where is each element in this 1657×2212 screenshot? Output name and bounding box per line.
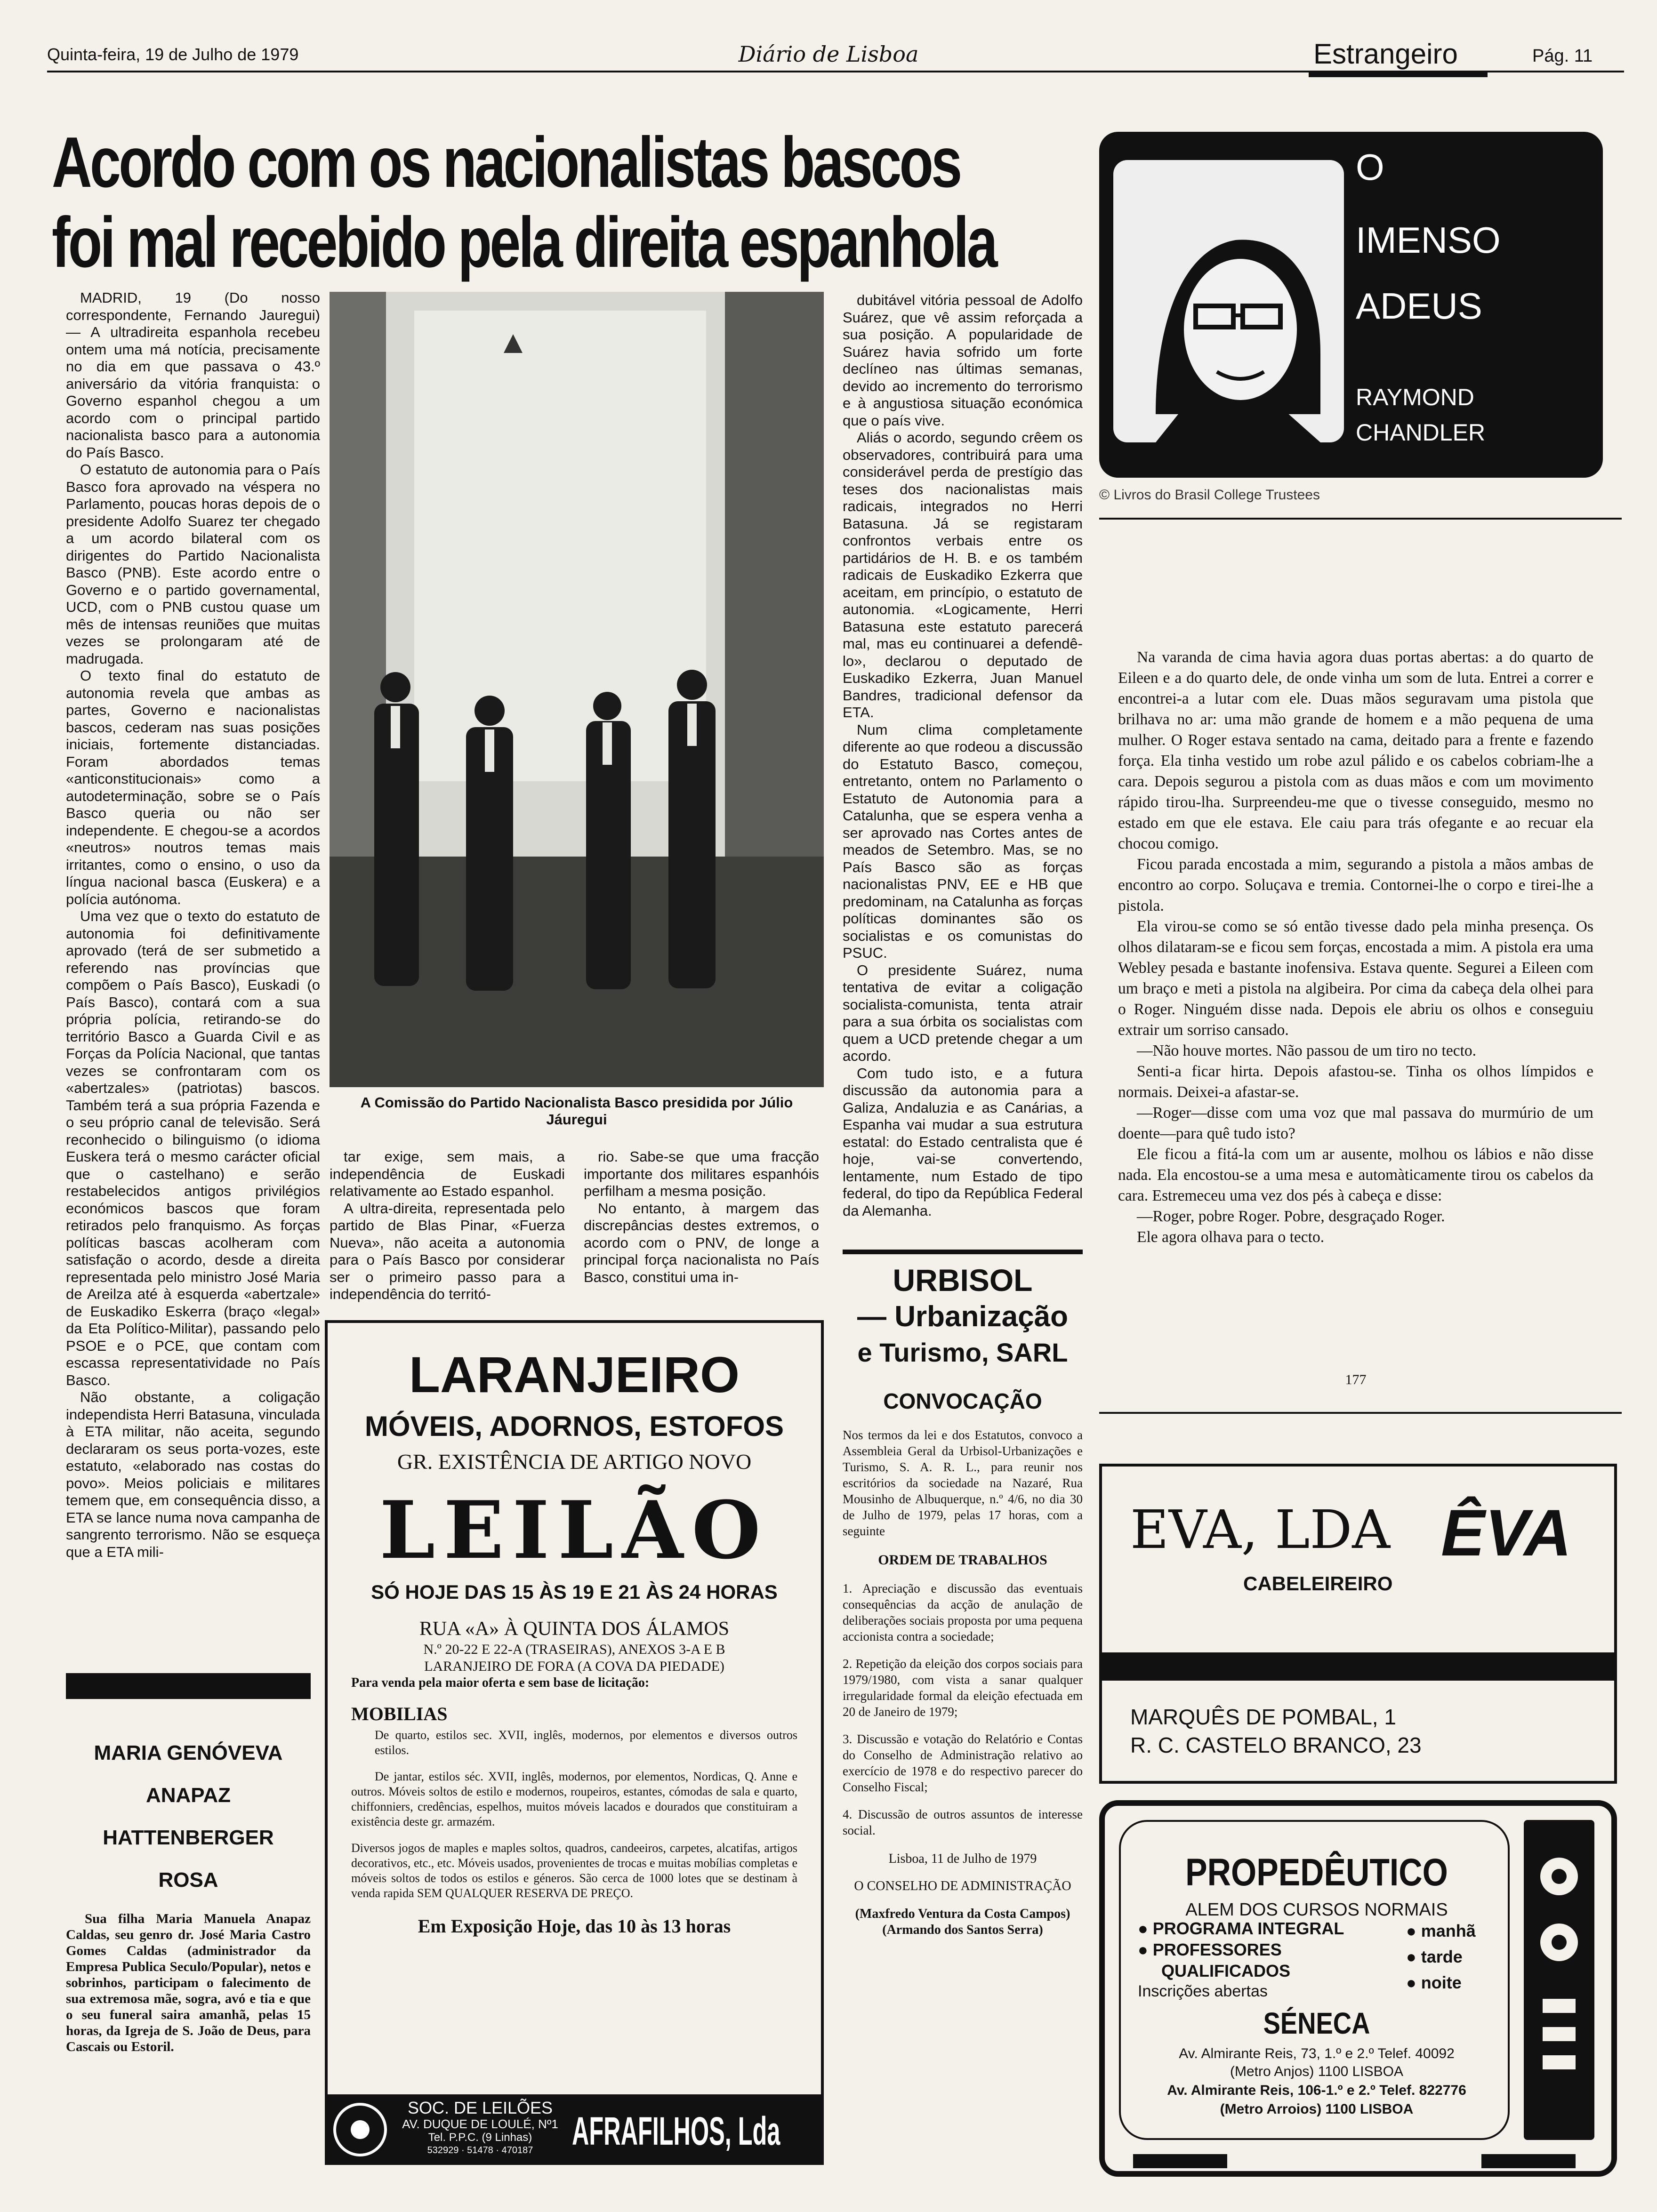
seneca-title: SÉNECA (1263, 2006, 1370, 2040)
tv-knobs-icon (1524, 1820, 1594, 2140)
book-title-3: ADEUS (1356, 285, 1482, 327)
book-publisher: © Livros do Brasil College Trustees (1099, 487, 1320, 503)
propedeutico-item: QUALIFICADOS (1161, 1961, 1290, 1980)
obituary (66, 1732, 311, 2055)
propedeutico-time: ● tarde (1406, 1947, 1463, 1966)
novel-excerpt (1118, 647, 1593, 1327)
paragraph: Ficou parada encostada a mim, segurando a pistola a mãos ambas de encontro ao corpo. Soluçava e tremia. Contornei-lhe o corpo e tirei-lhe a pistola. (1118, 856, 1593, 914)
header-date: Quinta-feira, 19 de Julho de 1979 (47, 45, 299, 64)
urbisol-notice (843, 1261, 1083, 2184)
book-author-2: CHANDLER (1356, 419, 1486, 446)
urbisol-item: 1. Apreciação e discussão das eventuais consequências da acção de anulação de deliberações sociais proposta por uma pequena accionista contra a sociedade; (843, 1581, 1083, 1643)
soc-line-3: Tel. P.P.C. (9 Linhas) (428, 2131, 532, 2144)
eva-type: CABELEIREIRO (1243, 1572, 1393, 1595)
leilao-address-2: N.º 20-22 E 22-A (TRASEIRAS), ANEXOS 3-A E B (423, 1642, 725, 1657)
tv-foot (1133, 2154, 1227, 2168)
paragraph: O presidente Suárez, numa tentativa de evitar a coligação socialista-comunista, tenta atrair para a sua órbita os socialistas com quem a UCD pretende chegar a um acordo. (843, 962, 1083, 1064)
seneca-address: (Metro Arroios) 1100 LISBOA (1220, 2101, 1414, 2117)
urbisol-date: Lisboa, 11 de Julho de 1979 (888, 1851, 1037, 1866)
propedeutico-enrollment: Inscrições abertas (1138, 1982, 1268, 2000)
urbisol-signatory: (Maxfredo Ventura da Costa Campos) (855, 1907, 1070, 1921)
urbisol-signoff: O CONSELHO DE ADMINISTRAÇÃO (854, 1879, 1071, 1893)
urbisol-signatory: (Armando dos Santos Serra) (882, 1923, 1043, 1937)
paragraph: —Roger—disse com uma voz que mal passava do murmúrio de um doente—para quê tudo isto? (1118, 1104, 1593, 1142)
section-title: Estrangeiro (1313, 38, 1458, 70)
novel-page-number: 177 (1345, 1372, 1367, 1387)
paragraph: Com tudo isto, e a futura discussão da autonomia para a Galiza, Andaluzia e as Canárias, a Espanha vai mudar a sua estrutura estatal: do Estado centralista que é hoje, vai-se convertendo, lentamente, num Estado de tipo federal, do tipo da República Federal da Alemanha. (843, 1065, 1083, 1219)
obituary-name-1: MARIA GENÓVEVA (94, 1741, 283, 1764)
eva-address-2: R. C. CASTELO BRANCO, 23 (1130, 1733, 1422, 1757)
urbisol-subtitle-1: — Urbanização (857, 1300, 1068, 1333)
leilao-address-3: LARANJEIRO DE FORA (A COVA DA PIEDADE) (424, 1659, 724, 1674)
paragraph: Uma vez que o texto do estatuto de autonomia foi definitivamente aprovado (terá de ser submetido a referendo nas províncias que compõem o País Basco), Euskadi (o País Basco), contará com a sua própria polícia, retirando-se do território Basco a Guarda Civil e as Forças da Polícia Nacional, que tantas vezes se confrontaram com os «abertzales» (patriotas) bascos. Também terá a sua própria Fazenda e o seu próprio canal de televisão. Será reconhecido o bilinguismo (o idioma Euskera terá o mesmo carácter oficial que o castelhano) e serão restabelecidos antigos privilégios económicos bascos que foram retirados pelo franquismo. As forças políticas bascas acolheram com satisfação o acordo, desde a direita representada pelo ministro José Maria de Areilza até à esquerda «abertzale» de Euskadiko Eskerra (braço «legal» da Eta Político-Militar), passando pelo PSOE e o PCE, que contam com escassa representatividade no País Basco. (66, 908, 320, 1388)
propedeutico-item: ● PROGRAMA INTEGRAL (1138, 1919, 1344, 1938)
paragraph: Na varanda de cima havia agora duas portas abertas: a do quarto de Eileen e a do quarto dele, de onde vinha um som de luta. Entrei a correr e encontrei-a a lutar com ele. Duas mãos seguravam uma pistola que brilhava no ar: uma mão grande de homem e a mão pequena de uma mulher. O Roger estava sentado na cama, deitado para a frente e fazendo força. Ela tinha vestido um robe azul pálido e os cabelos cobriam-lhe a cara. Depois segurou a pistola com as duas mãos e com um movimento rápido tirou-lha. Surpreendeu-me que o tivesse conseguido, mesmo no estado em que ele estava. Ele caiu para trás ofegante e ao recuar ela chocou comigo. (1118, 649, 1593, 852)
propedeutico-item: ● PROFESSORES (1138, 1940, 1282, 1959)
propedeutico-title: PROPEDÊUTICO (1185, 1851, 1448, 1894)
leilao-paragraph: Diversos jogos de maples e maples soltos, quadros, candeeiros, carpetes, alcatifas, artigos decorativos, etc., etc. Móveis usados, provenientes de trocas e muitas mobílias completas e móveis soltos de todos os estilos e géneros. São cerca de 1000 lotes que se destinam à venda rapida SEM QUALQUER RESERVA DE PREÇO. (351, 1841, 797, 1900)
article-column-1 (66, 289, 320, 1635)
book-author-1: RAYMOND (1356, 384, 1474, 410)
paragraph: MADRID, 19 (Do nosso correspondente, Fernando Jauregui) — A ultradireita espanhola recebeu ontem uma má notícia, precisamente no dia em que passava o 43.º aniversário da vitória franquista: o Governo espanhol chegou a um acordo com o principal partido nacionalista basco para a autonomia do País Basco. (66, 289, 320, 461)
soc-leiloes (391, 2099, 570, 2156)
paragraph: No entanto, à margem das discrepâncias destes extremos, o acordo com o PNV, de longe a principal força nacionalista no País Basco, constitui uma in- (584, 1200, 819, 1285)
article-column-3 (584, 1148, 819, 1285)
paragraph: Senti-a ficar hirta. Depois afastou-se. Tinha os olhos límpidos e normais. Deixei-a afastar-se. (1118, 1063, 1593, 1101)
propedeutico-time: ● noite (1406, 1973, 1462, 1992)
paragraph: —Roger, pobre Roger. Pobre, desgraçado Roger. (1137, 1208, 1445, 1225)
leilao-times: SÓ HOJE DAS 15 ÀS 19 E 21 ÀS 24 HORAS (371, 1581, 778, 1603)
leilao-sale-terms: Para venda pela maior oferta e sem base de licitação: (351, 1675, 650, 1690)
paragraph: Aliás o acordo, segundo crêem os observadores, contribuirá para uma considerável perda de prestígio das teses dos nacionalistas mais radicais, integrados no Herri Batasuna. Já se registaram confrontos verbais entre os partidários de H. B. e os também radicais de Euskadiko Ezkerra que aceitam, em princípio, o estatuto de autonomia. «Logicamente, Herri Batasuna este estatuto parecerá mal, mas eu continuarei a defendê-lo», declarou o deputado de Euskadiko Ezkerra, Juan Manuel Bandres, tradicional defensor da ETA. (843, 429, 1083, 721)
leilao-mobilias: MOBILIAS (351, 1703, 448, 1724)
propedeutico-time: ● manhã (1406, 1921, 1476, 1940)
paragraph: rio. Sabe-se que uma fracção importante dos militares espanhóis perfilham a mesma posição. (584, 1148, 819, 1199)
paragraph: O estatuto de autonomia para o País Basco fora aprovado na véspera no Parlamento, poucas horas depois de o presidente Adolfo Suarez ter chegado a um acordo bilateral com os dirigentes do Partido Nacionalista Basco (PNB). Este acordo entre o Governo e o partido governamental, UCD, com o PNB custou quase um mês de intensas reuniões que muitas vezes se prolongaram até de madrugada. (66, 461, 320, 667)
leilao-ad (325, 1320, 824, 2165)
seneca-address: Av. Almirante Reis, 73, 1.º e 2.º Telef. 40092 (1179, 2046, 1455, 2061)
column-rule (1099, 518, 1622, 520)
tv-foot (1481, 2154, 1576, 2168)
seneca-address: Av. Almirante Reis, 106-1.º e 2.º Telef. 822776 (1167, 2083, 1466, 2098)
eva-ad (1099, 1464, 1617, 1784)
paragraph: dubitável vitória pessoal de Adolfo Suárez, que vê assim reforçada a sua posição. A popularidade de Suárez havia sofrido um forte declíneo nas últimas semanas, devido ao incremento do terrorismo e à angustiosa situação económica que o país vive. (843, 292, 1083, 429)
header-rule-thick (1309, 71, 1488, 77)
headline-line2: foi mal recebido pela direita espanhola (52, 202, 996, 282)
soc-line-1: SOC. DE LEILÕES (407, 2098, 553, 2117)
obituary-name-2: ANAPAZ (145, 1784, 231, 1807)
urbisol-convocacao: CONVOCAÇÃO (883, 1389, 1042, 1413)
leilao-title: LEILÃO (379, 1483, 769, 1577)
obituary-name-3: HATTENBERGER (103, 1826, 274, 1849)
book-title-1: O (1356, 146, 1384, 188)
logo-icon (332, 2101, 388, 2158)
urbisol-intro: Nos termos da lei e dos Estatutos, convoco a Assembleia Geral da Urbisol-Urbanizações e Turismo, S. A. R. L., para reunir nos escritórios da sociedade na Nazaré, Rua Mousinho de Albuquerque, n.º 4/6, no dia 30 de Julho de 1979, pelas 17 horas, com a seguinte (843, 1428, 1083, 1538)
obituary-rule (66, 1673, 311, 1699)
paragraph: O texto final do estatuto de autonomia revela que ambas as partes, Governo e nacionalistas bascos, cederam nas suas posições iniciais, fortemente distanciadas. Foram abordados temas «anticonstitucionais» como a autodeterminação, sobre se o País Basco queria ou não ser independente. E chegou-se a acordos «neutros» noutros temas mais irritantes, como o ensino, o uso da língua nacional basca (Euskera) e a polícia autónoma. (66, 667, 320, 907)
eva-divider (1102, 1652, 1614, 1681)
eva-address-1: MARQUÊS DE POMBAL, 1 (1130, 1705, 1396, 1729)
paragraph: tar exige, sem mais, a independência de Euskadi relativamente ao Estado espanhol. (330, 1148, 565, 1199)
photo-caption: A Comissão do Partido Nacionalista Basco presidida por Júlio Jáuregui (360, 1094, 793, 1128)
novel-rule (1099, 1412, 1622, 1414)
obituary-text: Sua filha Maria Manuela Anapaz Caldas, seu genro dr. José Maria Castro Gomes Caldas (administrador da Empresa Publica Seculo/Popular), netos e sobrinhos, participam o falecimento de sua extremosa mãe, sogra, avó e tia e que o seu funeral saira amanhã, pelas 15 horas, da Igreja de S. João de Deus, para Cascais ou Estoril. (66, 1911, 311, 2054)
headline-line1: Acordo com os nacionalistas bascos (52, 122, 960, 202)
article-column-4 (843, 292, 1083, 1257)
chandler-portrait-icon (1099, 132, 1353, 478)
news-photo (330, 292, 824, 1087)
paragraph: Não obstante, a coligação independista Herri Batasuna, vinculada à ETA militar, não aceita, segundo declararam os seus porta-vozes, este estatuto, «elaborado nas costas do povo». Meios policiais e militares temem que, em consequência disso, a ETA se lance numa nova campanha de sangrento terrorismo. Não se esqueça que a ETA mili- (66, 1389, 320, 1560)
paragraph: Ela virou-se como se só então tivesse dado pela minha presença. Os olhos dilataram-se e ficou sem forças, encostada a mim. A pistola era uma Webley pesada e bastante inofensiva. Estava quente. Segurei a Eileen com um braço e meti a pistola na algibeira. Por cima da cabeça dela olhei para o Roger. Ninguém disse nada. Depois ele abriu os olhos e conseguiu extrair um sorriso cansado. (1118, 918, 1593, 1039)
eva-logo-icon: ÊVA (1441, 1496, 1572, 1570)
page-number: Pág. 11 (1532, 46, 1593, 66)
paragraph: Ele agora olhava para o tecto. (1137, 1228, 1325, 1246)
leilao-paragraph: De quarto, estilos sec. XVII, inglês, modernos, por elementos e diversos outros estilos. (375, 1728, 797, 1757)
urbisol-subtitle-2: e Turismo, SARL (857, 1338, 1068, 1367)
propedeutico-subtitle: ALEM DOS CURSOS NORMAIS (1185, 1900, 1448, 1920)
paragraph: Ele ficou a fitá-la com um ar ausente, molhou os lábios e não disse nada. Ela encostou-se a uma mesa e automàticamente tirou os cabelos da cara. Estremeceu uma vez dos pés à cabeça e disse: (1118, 1146, 1593, 1204)
eva-name: EVA, LDA (1130, 1499, 1391, 1561)
soc-line-2: AV. DUQUE DE LOULÉ, Nº1 (402, 2117, 558, 2131)
paragraph: Num clima completamente diferente ao que rodeou a discussão do Estatuto Basco, começou, entretanto, ontem no Parlamento o Estatuto de Autonomia para a Catalunha, que se espera venha a ser aprovado nas Cortes antes de meados de Setembro. Mas, se no País Basco são as forças nacionalistas PNV, EE e HB que predominam, na Catalunha as forças políticas dominantes são os socialistas e os comunistas do PSUC. (843, 721, 1083, 961)
leilao-goods: MÓVEIS, ADORNOS, ESTOFOS (364, 1411, 784, 1442)
propedeutico-ad (1099, 1800, 1617, 2177)
leilao-address-1: RUA «A» À QUINTA DOS ÁLAMOS (419, 1618, 730, 1640)
seneca-address: (Metro Anjos) 1100 LISBOA (1230, 2064, 1403, 2079)
leilao-paragraph: De jantar, estilos séc. XVII, inglês, modernos, por elementos, Nordicas, Q. Anne e outros. Móveis soltos de estilo e modernos, roupeiros, estantes, cómodas de sala e quarto, chiffonniers, credências, espelhos, muitos móveis lacados e dourados que constituiram a existência deste gr. armazém. (351, 1770, 797, 1828)
afrafilhos: AFRAFILHOS, Lda (572, 2109, 780, 2153)
urbisol-item: 2. Repetição da eleição dos corpos sociais para 1979/1980, com vista a sanar qualquer irregularidade formal da eleição efectuada em 20 de Janeiro de 1979; (843, 1657, 1083, 1719)
obituary-name-4: ROSA (158, 1868, 218, 1891)
paragraph: —Não houve mortes. Não passou de um tiro no tecto. (1137, 1042, 1477, 1059)
article-column-2 (330, 1148, 565, 1302)
leilao-company: LARANJEIRO (409, 1346, 740, 1403)
leilao-exposition: Em Exposição Hoje, das 10 às 13 horas (418, 1915, 731, 1937)
masthead: Diário de Lisboa (738, 41, 919, 67)
urbisol-rule (843, 1250, 1083, 1254)
book-ad (1099, 132, 1603, 478)
urbisol-item: 4. Discussão de outros assuntos de interesse social. (843, 1807, 1083, 1837)
leilao-tagline: GR. EXISTÊNCIA DE ARTIGO NOVO (397, 1450, 752, 1474)
soc-line-4: 532929 · 51478 · 470187 (427, 2145, 533, 2156)
paragraph: A ultra-direita, representada pelo partido de Blas Pinar, «Fuerza Nueva», não aceita a autonomia para o País Basco por considerar ser o primeiro passo para a independência do territó- (330, 1200, 565, 1302)
urbisol-title: URBISOL (893, 1263, 1033, 1298)
photo-illustration (330, 292, 824, 1087)
urbisol-ordem: ORDEM DE TRABALHOS (878, 1552, 1047, 1568)
urbisol-item: 3. Discussão e votação do Relatório e Contas do Conselho de Administração relativo ao exercício de 1978 e do respectivo parecer do Conselho Fiscal; (843, 1732, 1083, 1794)
book-title-2: IMENSO (1356, 219, 1501, 261)
leilao-footer (325, 2094, 824, 2165)
